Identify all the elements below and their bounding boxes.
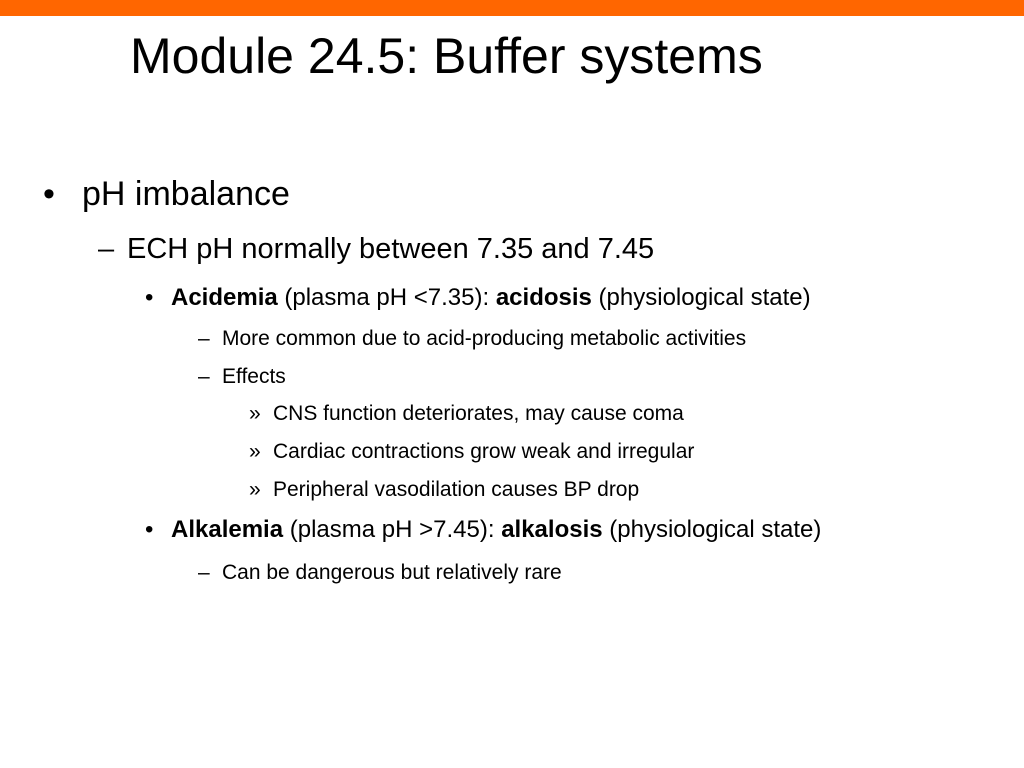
- acidemia-range: (plasma pH <7.35):: [277, 284, 496, 311]
- subpoint-text: ECH pH normally between 7.35 and 7.45: [127, 233, 655, 265]
- raquo-marker: »: [249, 478, 261, 501]
- dash-marker: –: [198, 561, 210, 584]
- slide-title: Module 24.5: Buffer systems: [130, 28, 763, 84]
- bullet-text: pH imbalance: [82, 175, 290, 213]
- bullet-marker: •: [145, 284, 154, 311]
- acidemia-point-text: Effects: [222, 365, 286, 388]
- dash-marker: –: [98, 233, 115, 265]
- acidemia-line: [171, 283, 811, 313]
- alkalemia-point-text: Can be dangerous but relatively rare: [222, 561, 562, 584]
- raquo-marker: »: [249, 402, 261, 425]
- raquo-marker: »: [249, 440, 261, 463]
- accent-top-bar: [0, 0, 1024, 16]
- effect-text: CNS function deteriorates, may cause coma: [273, 402, 684, 425]
- acidosis-term: acidosis: [495, 284, 592, 311]
- dash-marker: –: [198, 327, 210, 350]
- alkalosis-term: alkalosis: [501, 516, 603, 543]
- bullet-marker: •: [43, 175, 55, 213]
- bullet-marker: •: [145, 516, 154, 543]
- alkalemia-term: Alkalemia: [171, 516, 284, 543]
- acidemia-term: Acidemia: [171, 284, 278, 311]
- effect-text: Cardiac contractions grow weak and irregular: [273, 440, 695, 463]
- alkalemia-line: [171, 515, 821, 545]
- dash-marker: –: [198, 365, 210, 388]
- effect-text: Peripheral vasodilation causes BP drop: [273, 478, 640, 501]
- acidosis-note: (physiological state): [591, 284, 811, 311]
- alkalemia-range: (plasma pH >7.45):: [283, 516, 502, 543]
- alkalosis-note: (physiological state): [602, 516, 822, 543]
- acidemia-point-text: More common due to acid-producing metabolic activities: [222, 327, 747, 350]
